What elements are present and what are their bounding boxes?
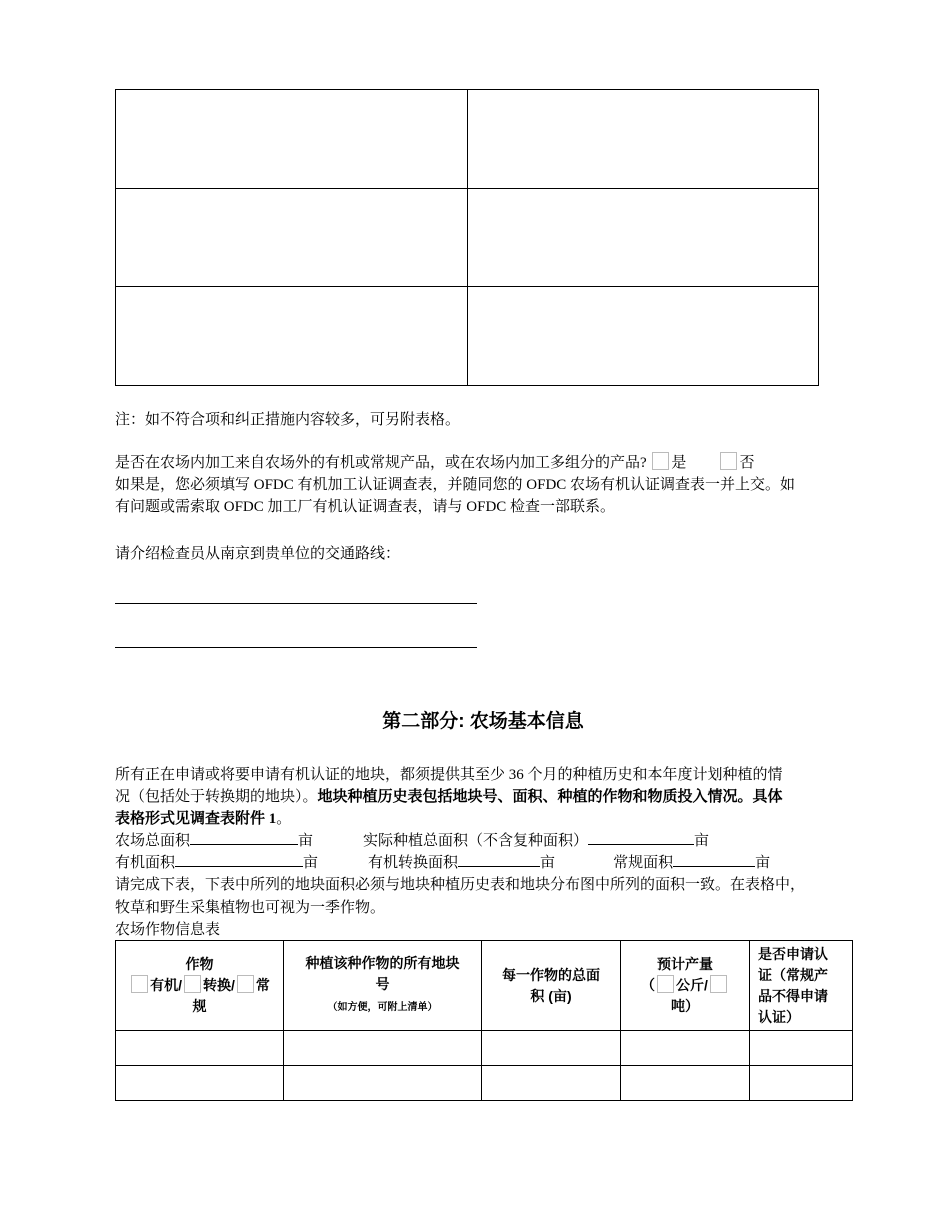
header-note: （如方便，可附上清单） — [327, 1002, 438, 1013]
route-answer-line-2[interactable] — [115, 647, 477, 648]
unit: 亩 — [303, 855, 319, 871]
header-text: 品不得申请 — [758, 987, 828, 1004]
table-cell[interactable] — [621, 1031, 750, 1066]
intro-line1: 所有正在申请或将要申请有机认证的地块，都须提供其至少 36 个月的种植历史和本年度计划种植的情 — [115, 767, 783, 783]
table-cell[interactable] — [284, 1031, 482, 1066]
header-text: 作物 — [185, 956, 214, 972]
intro-end: 。 — [276, 811, 292, 827]
header-text: 认证） — [758, 1008, 800, 1025]
intro-bold-2: 表格形式见调查表附件 1 — [115, 811, 277, 827]
unit: 亩 — [540, 855, 556, 871]
no-checkbox[interactable] — [720, 452, 737, 470]
total-area-label: 农场总面积 — [115, 833, 191, 849]
ton-checkbox[interactable] — [710, 975, 727, 993]
header-text: 吨） — [671, 998, 699, 1014]
instructions-line2: 牧草和野生采集植物也可视为一季作物。 — [115, 900, 386, 916]
table-cell[interactable] — [116, 287, 468, 386]
processing-question — [115, 452, 754, 474]
table-cell[interactable] — [116, 189, 468, 287]
table-cell[interactable] — [468, 189, 819, 287]
conventional-area-field[interactable] — [673, 852, 755, 867]
unit: 亩 — [298, 833, 314, 849]
header-text: 证（常规产 — [758, 966, 828, 983]
header-text: 规 — [192, 998, 207, 1014]
unit: 亩 — [694, 833, 710, 849]
organic-area-field[interactable] — [175, 852, 303, 867]
section-title: 第二部分: 农场基本信息 — [382, 711, 584, 732]
header-area — [482, 941, 621, 1031]
crop-info-table — [115, 940, 853, 1101]
table-row — [116, 1066, 853, 1101]
conversion-area-label: 有机转换面积 — [368, 855, 459, 871]
header-text: （ — [641, 977, 656, 993]
processing-line2: 如果是，您必须填写 OFDC 有机加工认证调查表，并随同您的 OFDC 农场有机认证调查表一并上交。如 — [115, 477, 796, 493]
table-cell[interactable] — [621, 1066, 750, 1101]
area-row-1 — [115, 830, 709, 852]
table-cell[interactable] — [750, 1031, 853, 1066]
header-text: 种植该种作物的所有地块 — [305, 955, 460, 971]
table-row — [116, 1031, 853, 1066]
table-cell[interactable] — [750, 1066, 853, 1101]
question-text: 是否在农场内加工来自农场外的有机或常规产品，或在农场内加工多组分的产品? — [115, 455, 647, 471]
instructions-line1: 请完成下表，下表中所列的地块面积必须与地块种植历史表和地块分布图中所列的面积一致。在表格中， — [115, 877, 806, 893]
header-crop — [116, 941, 284, 1031]
actual-area-label: 实际种植总面积（不含复种面积） — [363, 833, 589, 849]
intro-line2 — [115, 786, 783, 808]
actual-area-field[interactable] — [588, 830, 694, 845]
intro-normal: 况（包括处于转换期的地块）。 — [115, 789, 318, 805]
table-cell[interactable] — [468, 90, 819, 189]
header-text: 有机/ — [150, 977, 182, 993]
table-cell[interactable] — [284, 1066, 482, 1101]
total-area-field[interactable] — [190, 830, 298, 845]
organic-area-label: 有机面积 — [115, 855, 176, 871]
processing-line3: 有问题或需索取 OFDC 加工厂有机认证调查表，请与 OFDC 检查一部联系。 — [115, 499, 616, 515]
header-text: 积 (亩) — [530, 987, 572, 1004]
table-cell[interactable] — [482, 1066, 621, 1101]
route-answer-line-1[interactable] — [115, 603, 477, 604]
intro-line3 — [115, 808, 291, 830]
header-text: 预计产量 — [657, 956, 713, 972]
yes-label: 是 — [671, 455, 687, 471]
header-text: 常 — [255, 977, 270, 993]
header-text: 转换/ — [203, 977, 235, 993]
header-text: 号 — [375, 976, 390, 992]
header-certify — [750, 941, 853, 1031]
header-plots — [284, 941, 482, 1031]
header-text: 公斤/ — [676, 977, 708, 993]
unit: 亩 — [755, 855, 771, 871]
table-cell[interactable] — [116, 90, 468, 189]
table-cell[interactable] — [116, 1031, 284, 1066]
organic-checkbox[interactable] — [131, 975, 148, 993]
header-yield — [621, 941, 750, 1031]
area-row-2 — [115, 852, 770, 874]
note-text: 注：如不符合项和纠正措施内容较多，可另附表格。 — [115, 412, 461, 428]
header-text: 是否申请认 — [758, 945, 828, 962]
intro-bold: 地块种植历史表包括地块号、面积、种植的作物和物质投入情况。具体 — [317, 789, 783, 805]
table-cell[interactable] — [468, 287, 819, 386]
yes-checkbox[interactable] — [652, 452, 669, 470]
no-label: 否 — [739, 455, 755, 471]
header-text: 每一作物的总面 — [502, 966, 600, 983]
conventional-area-label: 常规面积 — [613, 855, 674, 871]
conversion-area-field[interactable] — [458, 852, 540, 867]
conversion-checkbox[interactable] — [184, 975, 201, 993]
table-caption: 农场作物信息表 — [115, 922, 221, 938]
conventional-checkbox[interactable] — [237, 975, 254, 993]
table-cell[interactable] — [116, 1066, 284, 1101]
kg-checkbox[interactable] — [657, 975, 674, 993]
corrective-actions-table — [115, 89, 819, 386]
table-cell[interactable] — [482, 1031, 621, 1066]
route-prompt: 请介绍检查员从南京到贵单位的交通路线： — [115, 546, 401, 562]
